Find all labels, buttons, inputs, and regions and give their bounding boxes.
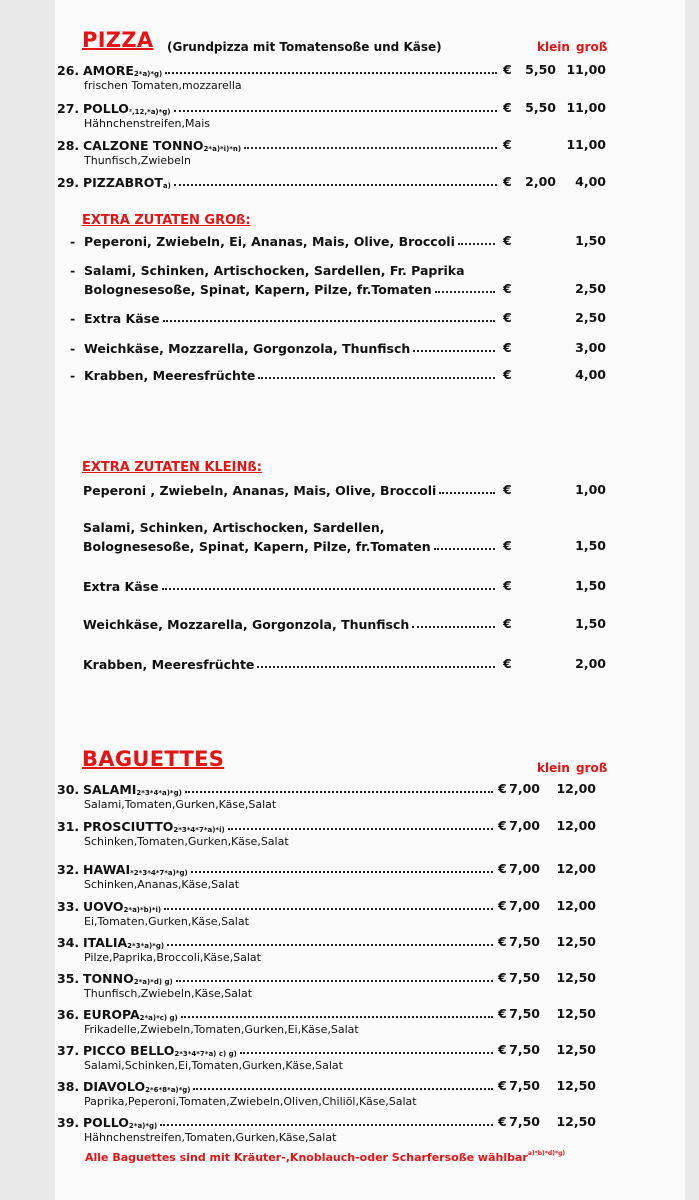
extra-price: 2,00 [575, 656, 606, 671]
baguettes-size-small: klein [537, 761, 570, 775]
extra-item-row [70, 308, 498, 326]
price-large: 12,50 [556, 934, 596, 949]
extra-item-row [83, 480, 498, 498]
price-small: 7,50 [509, 1078, 540, 1093]
price-large: 11,00 [566, 100, 606, 115]
item-dash: - [70, 263, 76, 278]
item-description: Schinken,Tomaten,Gurken,Käse,Salat [84, 835, 289, 848]
currency-symbol: € [498, 861, 507, 876]
extra-item-name: Weichkäse, Mozzarella, Gorgonzola, Thunfisch [84, 341, 411, 356]
price-large: 11,00 [566, 137, 606, 152]
currency-symbol: € [498, 1078, 507, 1093]
item-number: 29. [57, 175, 80, 190]
item-number: 32. [57, 862, 80, 877]
item-number: 38. [57, 1079, 80, 1094]
extra-item-row [70, 260, 465, 278]
dotted-leader [167, 944, 493, 946]
extra-price: 1,00 [575, 482, 606, 497]
dotted-leader [244, 147, 497, 149]
menu-item-row [57, 1004, 496, 1022]
item-name: ITALIA [83, 935, 128, 950]
pizza-title: PIZZA [82, 28, 154, 52]
menu-item-row [57, 896, 496, 914]
price-large: 12,50 [556, 1078, 596, 1093]
item-allergens: a) [162, 182, 171, 190]
price-small: 7,50 [509, 1114, 540, 1129]
item-description: Hähnchenstreifen,Tomaten,Gurken,Käse,Salat [84, 1131, 337, 1144]
menu-item-row [57, 816, 496, 834]
menu-item-row [57, 135, 500, 153]
price-large: 11,00 [566, 62, 606, 77]
item-name: TONNO [83, 971, 134, 986]
price-small: 7,50 [509, 970, 540, 985]
dotted-leader [160, 1124, 493, 1126]
currency-symbol: € [498, 898, 507, 913]
extra-price: 2,50 [575, 310, 606, 325]
currency-symbol: € [498, 1042, 507, 1057]
currency-symbol: € [503, 578, 512, 593]
dotted-leader [439, 492, 495, 494]
extra-item-name: Peperoni , Zwiebeln, Ananas, Mais, Olive, Broccoli [83, 483, 437, 498]
baguettes-title: BAGUETTES [82, 747, 225, 771]
menu-item-row [57, 1076, 496, 1094]
extra-item-name: Salami, Schinken, Artischocken, Sardellen, [83, 520, 385, 535]
price-small: 7,00 [509, 898, 540, 913]
menu-item-row [57, 1112, 496, 1130]
menu-item-row [57, 968, 496, 986]
item-name: AMORE [83, 63, 134, 78]
baguettes-note-allergens: a)*b)*d)*g) [527, 1150, 566, 1157]
dotted-leader [185, 791, 493, 793]
currency-symbol: € [503, 137, 512, 152]
item-allergens: 2*3*a)*g) [127, 942, 165, 950]
currency-symbol: € [503, 233, 512, 248]
item-number: 27. [57, 101, 80, 116]
price-small: 7,50 [509, 1042, 540, 1057]
currency-symbol: € [503, 616, 512, 631]
baguettes-note [85, 1150, 565, 1164]
dotted-leader [181, 1016, 493, 1018]
dotted-leader [193, 1088, 493, 1090]
item-allergens: 2*6*8*a)*g) [145, 1086, 191, 1094]
menu-item-row [57, 60, 500, 78]
item-name: POLLO [83, 1115, 129, 1130]
item-allergens: 2*a)*c) g) [139, 1014, 178, 1022]
extra-klein-title: EXTRA ZUTATEN KLEINß: [82, 460, 262, 475]
extra-price: 1,50 [575, 538, 606, 553]
item-name: DIAVOLO [83, 1079, 146, 1094]
dotted-leader [240, 1052, 493, 1054]
currency-symbol: € [503, 174, 512, 189]
price-small: 7,00 [509, 781, 540, 796]
item-number: 30. [57, 782, 80, 797]
currency-symbol: € [503, 340, 512, 355]
dotted-leader [434, 548, 495, 550]
item-description: Salami,Schinken,Ei,Tomaten,Gurken,Käse,Salat [84, 1059, 343, 1072]
extra-item-name: Extra Käse [83, 579, 159, 594]
currency-symbol: € [503, 538, 512, 553]
item-number: 37. [57, 1043, 80, 1058]
item-name: CALZONE TONNO [83, 138, 204, 153]
item-name: PROSCIUTTO [83, 819, 174, 834]
extra-item-name: Bolognesesoße, Spinat, Kapern, Pilze, fr.Tomaten [84, 282, 432, 297]
extra-item-row [70, 279, 498, 297]
item-number: 33. [57, 899, 80, 914]
price-large: 12,00 [556, 861, 596, 876]
dotted-leader [258, 377, 495, 379]
dotted-leader [162, 588, 495, 590]
item-number: 26. [57, 63, 80, 78]
extra-item-name: Krabben, Meeresfrüchte [84, 368, 256, 383]
item-name: PIZZABROT [83, 175, 163, 190]
dotted-leader [176, 980, 493, 982]
item-name: SALAMI [83, 782, 137, 797]
price-large: 12,00 [556, 898, 596, 913]
price-large: 12,50 [556, 1042, 596, 1057]
item-allergens: 2*a)*i)*n) [203, 145, 242, 153]
price-small: 7,50 [509, 1006, 540, 1021]
item-number: 39. [57, 1115, 80, 1130]
extra-price: 1,50 [575, 233, 606, 248]
price-large: 12,50 [556, 970, 596, 985]
item-number: 28. [57, 138, 80, 153]
currency-symbol: € [503, 656, 512, 671]
extra-item-name: Extra Käse [84, 311, 160, 326]
menu-item-row [57, 1040, 496, 1058]
item-description: Hähnchenstreifen,Mais [84, 117, 210, 130]
extra-item-row [83, 517, 385, 535]
menu-item-row [57, 932, 496, 950]
item-dash: - [70, 368, 76, 383]
currency-symbol: € [503, 482, 512, 497]
item-allergens: 2*a)*d) g) [133, 978, 173, 986]
dotted-leader [435, 291, 495, 293]
item-description: Pilze,Paprika,Broccoli,Käse,Salat [84, 951, 261, 964]
currency-symbol: € [498, 934, 507, 949]
item-description: Schinken,Ananas,Käse,Salat [84, 878, 240, 891]
baguettes-size-large: groß [576, 761, 608, 775]
menu-item-row [57, 779, 496, 797]
extra-gross-title: EXTRA ZUTATEN GROß: [82, 213, 251, 228]
item-allergens: *2*3*4*7*a)*g) [130, 869, 188, 877]
item-name: UOVO [83, 899, 124, 914]
extra-item-name: Krabben, Meeresfrüchte [83, 657, 255, 672]
price-small: 7,00 [509, 861, 540, 876]
item-description: Salami,Tomaten,Gurken,Käse,Salat [84, 798, 277, 811]
item-allergens: 2*a)*b)*i) [123, 906, 162, 914]
extra-price: 2,50 [575, 281, 606, 296]
pizza-size-large: groß [576, 40, 608, 54]
currency-symbol: € [498, 970, 507, 985]
item-description: Thunfisch,Zwiebeln [84, 154, 191, 167]
baguettes-note-text: Alle Baguettes sind mit Kräuter-,Knoblauch-oder Scharfersoße wählbar [85, 1151, 528, 1164]
item-name: POLLO [83, 101, 129, 116]
item-number: 36. [57, 1007, 80, 1022]
currency-symbol: € [503, 367, 512, 382]
dotted-leader [174, 184, 497, 186]
currency-symbol: € [503, 281, 512, 296]
extra-item-row [83, 614, 498, 632]
price-large: 4,00 [575, 174, 606, 189]
extra-price: 1,50 [575, 578, 606, 593]
extra-item-row [83, 576, 498, 594]
extra-item-row [83, 654, 498, 672]
item-allergens: 2*3*4*7*a)*i) [173, 826, 225, 834]
item-number: 34. [57, 935, 80, 950]
item-number: 35. [57, 971, 80, 986]
dotted-leader [413, 350, 495, 352]
currency-symbol: € [503, 100, 512, 115]
price-large: 12,50 [556, 1114, 596, 1129]
extra-item-name: Bolognesesoße, Spinat, Kapern, Pilze, fr.Tomaten [83, 539, 431, 554]
item-description: Thunfisch,Zwiebeln,Käse,Salat [84, 987, 253, 1000]
extra-item-row [70, 365, 498, 383]
price-large: 12,50 [556, 1006, 596, 1021]
item-allergens: ²,12,*a)*g) [128, 108, 171, 116]
item-allergens: 2*3*4*7*a) c) g) [174, 1050, 237, 1058]
extra-item-row [70, 231, 498, 249]
currency-symbol: € [503, 62, 512, 77]
dotted-leader [257, 666, 495, 668]
dotted-leader [191, 871, 493, 873]
item-description: Ei,Tomaten,Gurken,Käse,Salat [84, 915, 249, 928]
pizza-subtitle: (Grundpizza mit Tomatensoße und Käse) [167, 40, 442, 54]
menu-item-row [57, 172, 500, 190]
dotted-leader [165, 72, 497, 74]
extra-item-name: Weichkäse, Mozzarella, Gorgonzola, Thunfisch [83, 617, 410, 632]
menu-item-row [57, 98, 500, 116]
price-large: 12,00 [556, 781, 596, 796]
extra-price: 1,50 [575, 616, 606, 631]
extra-price: 3,00 [575, 340, 606, 355]
item-allergens: 2*a)*g) [128, 1122, 158, 1130]
item-description: Frikadelle,Zwiebeln,Tomaten,Gurken,Ei,Käse,Salat [84, 1023, 359, 1036]
price-small: 7,50 [509, 934, 540, 949]
extra-item-row [70, 338, 498, 356]
item-description: Paprika,Peperoni,Tomaten,Zwiebeln,Oliven,Chiliöl,Käse,Salat [84, 1095, 417, 1108]
dotted-leader [458, 243, 495, 245]
extra-item-row [83, 536, 498, 554]
currency-symbol: € [498, 818, 507, 833]
item-dash: - [70, 234, 76, 249]
extra-price: 4,00 [575, 367, 606, 382]
dotted-leader [412, 626, 495, 628]
currency-symbol: € [498, 781, 507, 796]
price-large: 12,00 [556, 818, 596, 833]
currency-symbol: € [498, 1006, 507, 1021]
price-small: 7,00 [509, 818, 540, 833]
item-description: frischen Tomaten,mozzarella [84, 79, 242, 92]
item-name: HAWAI [83, 862, 131, 877]
extra-item-name: Salami, Schinken, Artischocken, Sardellen, Fr. Paprika [84, 263, 465, 278]
extra-item-name: Peperoni, Zwiebeln, Ei, Ananas, Mais, Olive, Broccoli [84, 234, 455, 249]
dotted-leader [164, 908, 493, 910]
dotted-leader [228, 828, 493, 830]
price-small: 5,50 [525, 100, 556, 115]
currency-symbol: € [498, 1114, 507, 1129]
currency-symbol: € [503, 310, 512, 325]
price-small: 5,50 [525, 62, 556, 77]
menu-item-row [57, 859, 496, 877]
price-small: 2,00 [525, 174, 556, 189]
item-allergens: 2*3*4*a)*g) [136, 789, 182, 797]
item-allergens: 2*a)*g) [133, 70, 163, 78]
item-dash: - [70, 341, 76, 356]
item-name: PICCO BELLO [83, 1043, 175, 1058]
item-dash: - [70, 311, 76, 326]
dotted-leader [174, 110, 498, 112]
item-name: EUROPA [83, 1007, 140, 1022]
dotted-leader [163, 320, 495, 322]
item-number: 31. [57, 819, 80, 834]
pizza-size-small: klein [537, 40, 570, 54]
